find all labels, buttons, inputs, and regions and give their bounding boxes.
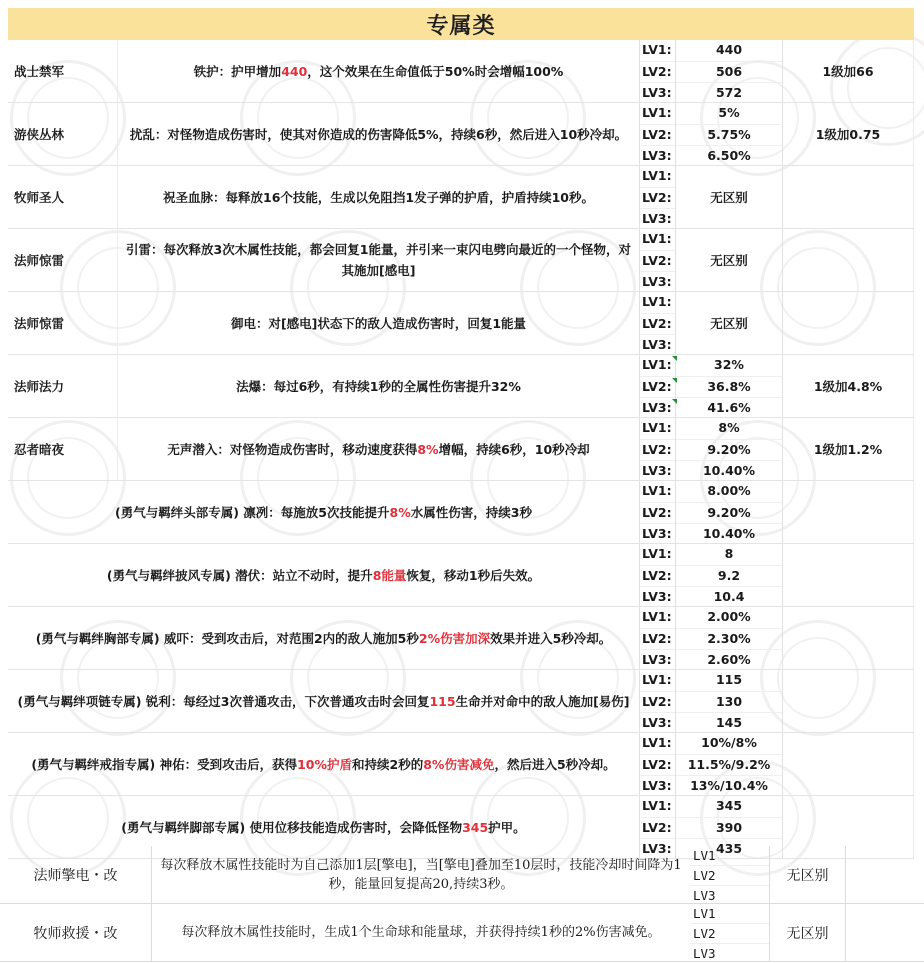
text-segment: 恢复，移动1秒后失效。 [406,567,541,583]
level-label: LV3: [642,652,672,667]
text-segment: 生命并对命中的敌人施加[易伤] [455,693,630,709]
item-name: 战士禁军 [8,40,118,102]
table-row [8,229,914,292]
item-description [8,733,640,795]
level-value: 115 [676,670,782,692]
highlight-value: 8%伤害减免 [423,756,495,772]
description-text [17,691,629,712]
text-segment: 御电：对[感电]状态下的敌人造成伤害时，回复1能量 [230,315,527,331]
level-value: 5.75% [676,125,782,147]
table-body [8,40,914,859]
level-label: LV2: [640,818,675,840]
item-description [118,103,640,165]
description-text [236,376,521,397]
level-value: 13%/10.4% [690,778,768,793]
table-row [8,166,914,229]
text-segment: (勇气与羁绊头部专属) 凛冽：每施放5次技能提升 [115,504,390,520]
level-value: 10%/8% [676,733,782,755]
highlight-value: 8能量 [372,567,407,583]
level-value: 345 [676,796,782,818]
growth-note: 1级加66 [783,40,914,102]
level-label: LV2: [640,440,675,462]
level-label: LV2: [640,188,675,210]
level-label: LV2: [640,314,675,336]
empty-cell [846,904,924,961]
level-labels [640,355,676,417]
level-label: LV2: [640,629,675,651]
level-values [676,103,783,165]
exclusive-table [8,8,914,859]
description-text [36,628,612,649]
level-label: LV1: [640,544,675,566]
level-label: LV2: [640,251,675,273]
level-label: LV1: [640,40,675,62]
growth-note [783,670,914,732]
item-description [118,418,640,480]
level-value: 10.40% [702,463,756,478]
item-description [118,40,640,102]
text-segment: 无声潜入：对怪物造成伤害时，移动速度获得 [167,441,418,457]
level-value: 130 [676,692,782,714]
table-row [8,355,914,418]
level-label: LV1: [640,733,675,755]
table-row [8,292,914,355]
level-label: LV2: [640,755,675,777]
text-segment: ，然后进入5秒冷却。 [494,756,616,772]
table-row [0,904,924,962]
level-label: LV2: [640,566,675,588]
level-labels [640,166,676,228]
text-segment: 增幅，持续6秒，10秒冷却 [438,441,590,457]
level-label: LV1: [640,418,675,440]
level-label: LV2: [640,503,675,525]
level-label: LV3: [642,526,672,541]
text-segment: (勇气与羁绊项链专属) 锐利：每经过3次普通攻击，下次普通攻击时会回复 [17,693,430,709]
level-labels [640,292,676,354]
item-name: 法师惊雷 [8,292,118,354]
growth-note [783,481,914,543]
level-label: LV2: [640,125,675,147]
level-value: 10.4 [713,589,745,604]
level-label: LV3: [642,337,672,352]
text-segment: 效果并进入5秒冷却。 [490,630,612,646]
item-name: 牧师救援・改 [0,904,152,961]
highlight-value: 10%护盾 [297,756,353,772]
level-label: LV3: [642,463,672,478]
level-label: LV3: [642,274,672,289]
table-row [8,607,914,670]
item-description [8,607,640,669]
item-description [118,292,640,354]
level-value: 11.5%/9.2% [676,755,782,777]
table-row [8,544,914,607]
level-label: LV1 [690,904,769,924]
level-value: 5% [676,103,782,125]
level-values [676,418,783,480]
growth-note: 1级加1.2% [783,418,914,480]
level-value: 390 [676,818,782,840]
item-description [118,229,640,291]
level-label: LV2: [640,692,675,714]
level-label: LV1: [640,229,675,251]
item-name: 法师惊雷 [8,229,118,291]
level-value: 435 [715,841,743,856]
level-value: 506 [676,62,782,84]
level-values [676,40,783,102]
level-label: LV3: [640,398,675,419]
level-value: 无区别 [770,846,846,903]
growth-note: 1级加0.75 [783,103,914,165]
text-segment: 护甲。 [488,819,526,835]
item-description: 每次释放木属性技能时为自己添加1层[擎电]，当[擎电]叠加至10层时，技能冷却时间降为1秒，能量回复提高20,持续3秒。 [160,857,682,892]
table-row [8,670,914,733]
description-text [167,439,589,460]
level-label: LV3: [642,211,672,226]
level-label: LV3: [642,85,672,100]
description-text [122,239,635,281]
level-value: 8% [676,418,782,440]
text-segment: 铁护：护甲增加 [193,63,282,79]
table-row [8,40,914,103]
level-value: 10.40% [702,526,756,541]
level-value: 145 [715,715,743,730]
level-label: LV3: [642,778,672,793]
level-value: 8.00% [676,481,782,503]
level-labels [640,607,676,669]
highlight-value: 345 [462,819,489,835]
level-value: 无区别 [676,229,783,291]
level-labels [690,904,770,961]
level-labels [640,544,676,606]
level-value: 9.20% [676,503,782,525]
text-segment: 扰乱：对怪物造成伤害时，使其对你造成的伤害降低5%，持续6秒，然后进入10秒冷却。 [129,126,628,142]
text-segment: 祝圣血脉：每释放16个技能，生成以免阻挡1发子弹的护盾，护盾持续10秒。 [163,189,594,205]
level-labels [640,229,676,291]
item-name: 牧师圣人 [8,166,118,228]
item-description [118,166,640,228]
level-label: LV2 [690,866,769,886]
level-value: 41.6% [707,400,751,415]
description-text [31,754,615,775]
item-description [8,481,640,543]
level-labels [640,103,676,165]
level-label: LV3: [642,715,672,730]
level-labels [640,40,676,102]
description-text [130,124,627,145]
level-label: LV1: [640,670,675,692]
item-name: 法师擎电・改 [0,846,152,903]
level-label: LV1: [640,481,675,503]
text-segment: (勇气与羁绊戒指专属) 神佑：受到攻击后，获得 [31,756,298,772]
level-label: LV1: [640,166,675,188]
level-labels [640,733,676,795]
item-name: 游侠丛林 [8,103,118,165]
level-label: LV3: [642,148,672,163]
level-labels [690,846,770,903]
table-row [8,481,914,544]
item-description [8,670,640,732]
item-description [8,544,640,606]
highlight-value: 2%伤害加深 [418,630,491,646]
modified-skills-table [0,846,924,962]
table-row [8,733,914,796]
level-value: 6.50% [707,148,751,163]
level-value: 32% [676,355,782,377]
description-text [115,502,532,523]
level-values [676,481,783,543]
description-text [121,817,525,838]
growth-note [783,166,914,228]
level-values [676,544,783,606]
level-value: 无区别 [676,166,783,228]
text-segment: (勇气与羁绊脚部专属) 使用位移技能造成伤害时，会降低怪物 [121,819,463,835]
level-value: 2.60% [707,652,751,667]
highlight-value: 440 [281,63,308,79]
level-value: 36.8% [676,377,782,399]
level-label: LV2: [640,377,675,399]
highlight-value: 115 [429,693,456,709]
table-row [8,103,914,166]
growth-note [783,229,914,291]
level-label: LV1 [690,846,769,866]
level-label: LV3: [642,841,672,856]
level-label: LV3: [642,589,672,604]
growth-note: 1级加4.8% [783,355,914,417]
growth-note [783,292,914,354]
level-labels [640,481,676,543]
text-segment: 引雷：每次释放3次木属性技能，都会回复1能量，并引来一束闪电劈向最近的一个怪物，对其施加[感电] [126,242,631,278]
item-description [118,355,640,417]
empty-cell [846,846,924,903]
level-label: LV1: [640,103,675,125]
level-value: 8 [676,544,782,566]
table-row [0,846,924,904]
level-value: 9.20% [676,440,782,462]
table-row [8,418,914,481]
level-values [676,607,783,669]
text-segment: 水属性伤害，持续3秒 [410,504,532,520]
level-value: 2.30% [676,629,782,651]
text-segment: 和持续2秒的 [352,756,424,772]
level-label: LV1: [640,796,675,818]
level-value: 无区别 [770,904,846,961]
level-value: 572 [715,85,743,100]
level-label: LV1: [640,292,675,314]
text-segment: 法爆：每过6秒，有持续1秒的全属性伤害提升32% [236,378,521,394]
level-label: LV1: [640,607,675,629]
text-segment: (勇气与羁绊胸部专属) 威吓：受到攻击后，对范围2内的敌人施加5秒 [35,630,419,646]
description-text [231,313,526,334]
level-labels [640,418,676,480]
item-description: 每次释放木属性技能时，生成1个生命球和能量球，并获得持续1秒的2%伤害减免。 [181,925,661,940]
description-text [194,61,564,82]
level-values [676,733,783,795]
description-text [163,187,594,208]
item-name: 忍者暗夜 [8,418,118,480]
level-label: LV2 [690,924,769,944]
level-value: 无区别 [676,292,783,354]
text-segment: (勇气与羁绊披风专属) 潜伏：站立不动时，提升 [106,567,373,583]
level-label: LV2: [640,62,675,84]
table-title: 专属类 [8,8,914,40]
level-label: LV3 [693,946,716,961]
level-label: LV3 [693,888,716,903]
highlight-value: 8% [417,441,439,457]
growth-note [783,544,914,606]
level-labels [640,670,676,732]
level-value: 9.2 [676,566,782,588]
growth-note [783,607,914,669]
highlight-value: 8% [389,504,411,520]
description-text [107,565,540,586]
text-segment: ，这个效果在生命值低于50%时会增幅100% [307,63,564,79]
level-value: 440 [676,40,782,62]
item-name: 法师法力 [8,355,118,417]
level-label: LV1: [640,355,675,377]
level-values [676,355,783,417]
level-values [676,670,783,732]
growth-note [783,733,914,795]
level-value: 2.00% [676,607,782,629]
